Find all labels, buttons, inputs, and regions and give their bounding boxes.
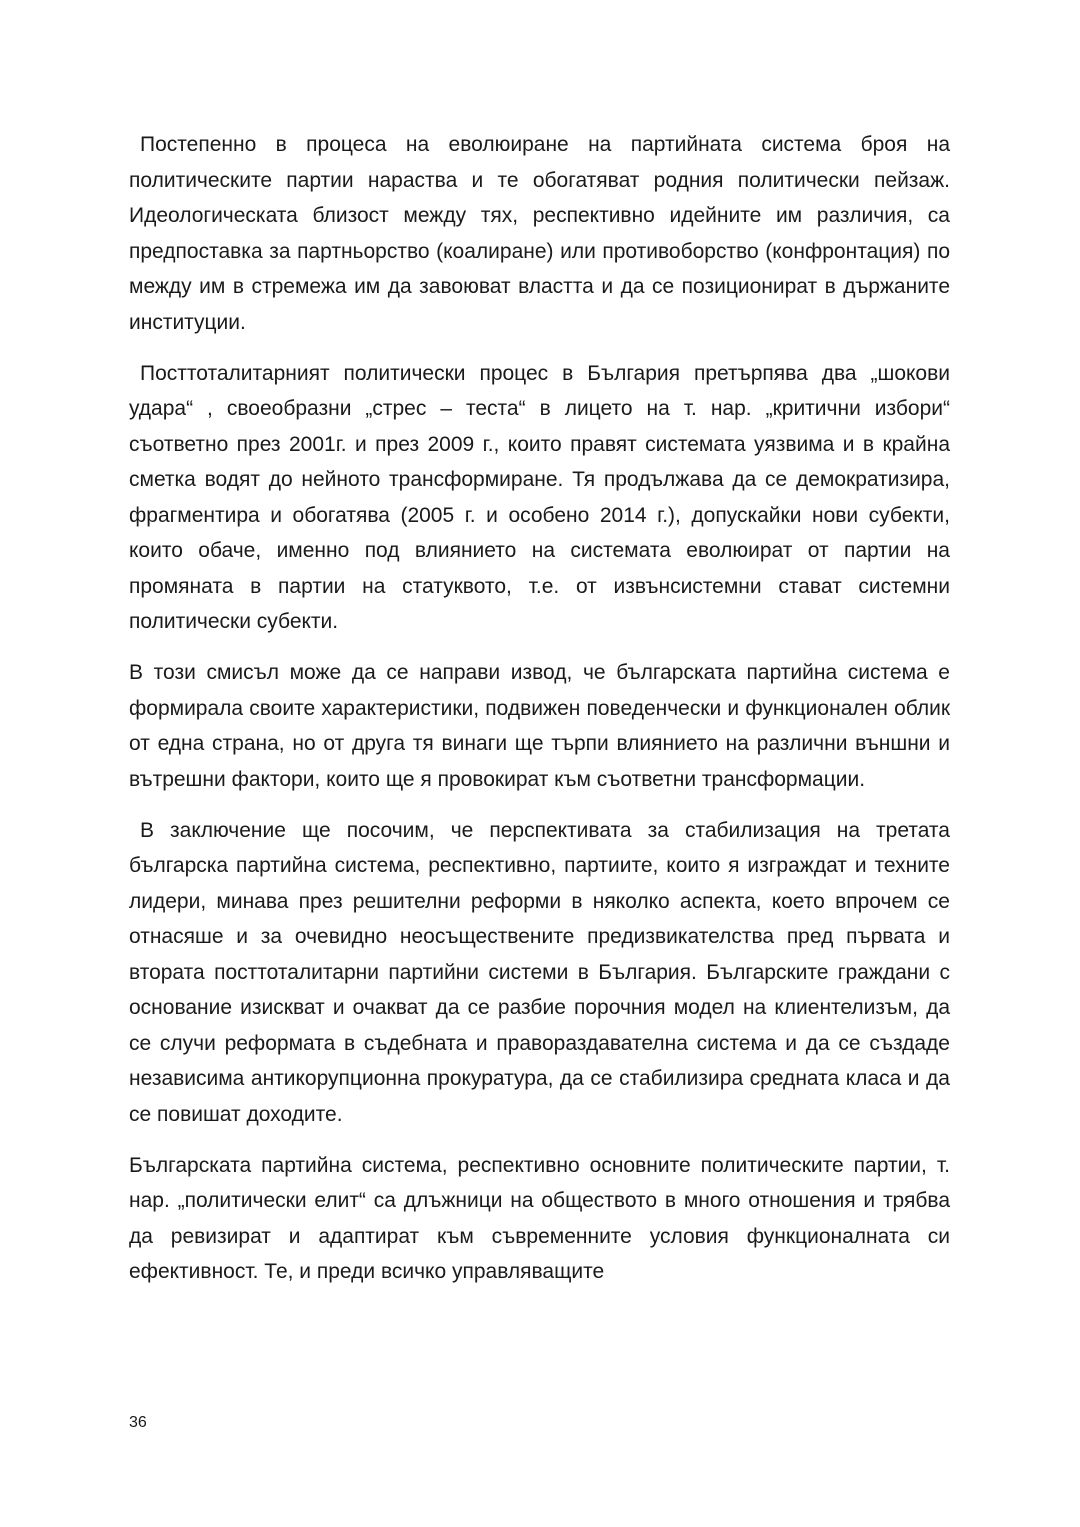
document-body bbox=[129, 127, 950, 1305]
paragraph-party-system-evolution: Постепенно в процеса на еволюиране на партийната система броя на политическите партии нараства и те обогатяват родния политически пейзаж. Идеологическата близост между тях, респективно идейните им различия, са предпоставка за партньорство (коалиране) или противоборство (конфронтация) по между им в стремежа им да завоюват властта и да се позиционират в държаните институции. bbox=[129, 133, 950, 334]
paragraph-conclusion-characteristics: В този смисъл може да се направи извод, че българската партийна система е формирала своите характеристики, подвижен поведенчески и функционален облик от една страна, но от друга тя винаги ще търпи влиянието на различни външни и вътрешни фактори, които ще я провокират към съответни трансформации. bbox=[129, 661, 950, 791]
paragraph-post-totalitarian-process: Посттоталитарният политически процес в България претърпява два „шокови удара“ , своеобразни „стрес – теста“ в лицето на т. нар. „критични избори“ съответно през 2001г. и през 2009 г., които правят системата уязвима и в крайна сметка водят до нейното трансформиране. Тя продължава да се демократизира, фрагментира и обогатява (2005 г. и особено 2014 г.), допускайки нови субекти, които обаче, именно под влиянието на системата еволюират от партии на промяната в партии на статуквото, т.е. от извънсистемни стават системни политически субекти. bbox=[129, 361, 950, 633]
page-number: 36 bbox=[129, 1414, 147, 1431]
paragraph-political-elite: Българската партийна система, респективно основните политическите партии, т. нар. „политически елит“ са длъжници на обществото в много отношения и трябва да ревизират и адаптират към съвременните условия функционалната си ефективност. Те, и преди всичко управляващите bbox=[129, 1153, 950, 1283]
paragraph-stabilization-perspective: В заключение ще посочим, че перспективата за стабилизация на третата българска партийна система, респективно, партиите, които я изграждат и техните лидери, минава през решителни реформи в няколко аспекта, което впрочем се отнасяше и за очевидно неосъществените предизвикателства пред първата и втората посттоталитарни партийни системи в България. Българските граждани с основание изискват и очакват да се разбие порочния модел на клиентелизъм, да се случи реформата в съдебната и правораздавателна система и да се създаде независима антикорупционна прокуратура, да се стабилизира средната класа и да се повишат доходите. bbox=[129, 818, 950, 1126]
